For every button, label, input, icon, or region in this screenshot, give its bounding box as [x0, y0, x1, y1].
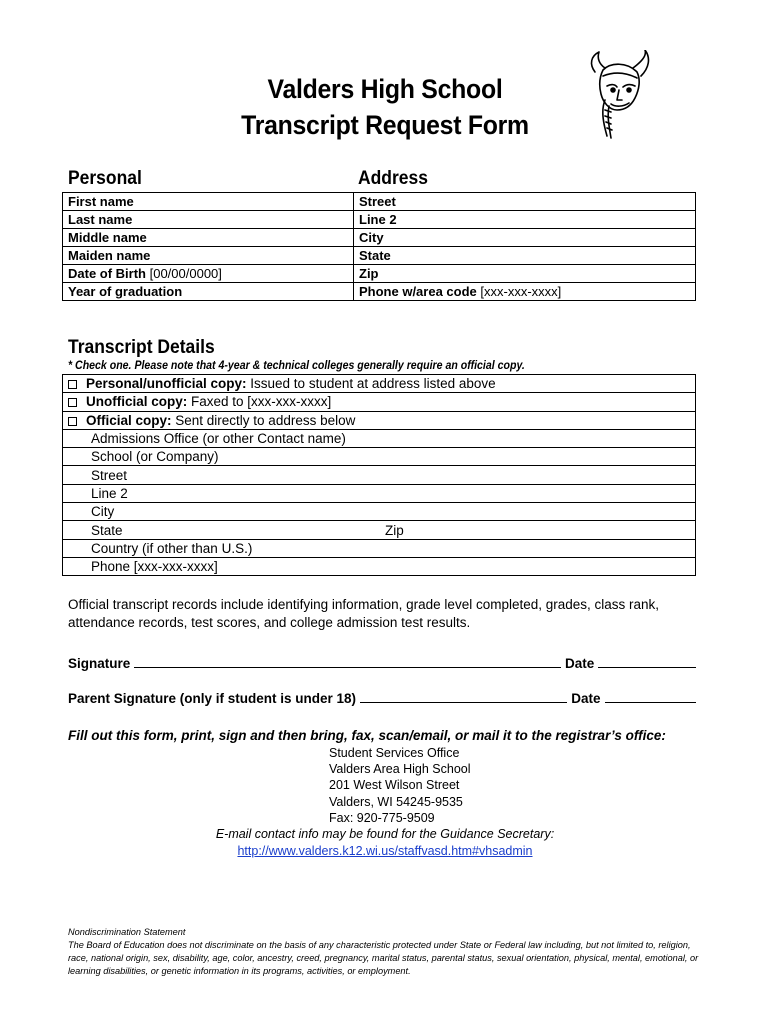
line2-field[interactable]: Line 2: [354, 211, 696, 229]
address-line: Valders, WI 54245-9535: [329, 794, 463, 809]
last-name-field[interactable]: Last name: [63, 211, 354, 229]
street-field[interactable]: Street: [354, 193, 696, 211]
checkbox[interactable]: [68, 380, 77, 389]
checkbox[interactable]: [68, 398, 77, 407]
address-line: Valders Area High School: [329, 762, 471, 777]
table-row: [63, 247, 696, 265]
table-row: [63, 211, 696, 229]
table-row: [63, 193, 696, 211]
table-row: [63, 411, 696, 429]
contact-name-field[interactable]: Admissions Office (or other Contact name): [63, 429, 696, 447]
table-row: [63, 466, 696, 484]
personal-address-table: [62, 192, 696, 301]
instructions-heading: Fill out this form, print, sign and then bring, fax, scan/email, or mail it to the registrar’s office:: [68, 728, 666, 743]
maiden-name-field[interactable]: Maiden name: [63, 247, 354, 265]
first-name-field[interactable]: First name: [63, 193, 354, 211]
date-of-birth-field[interactable]: Date of Birth [00/00/0000]: [63, 265, 354, 283]
table-row: [63, 448, 696, 466]
signature-label: Signature: [68, 656, 131, 671]
parent-signature-line[interactable]: [360, 701, 567, 703]
phone-field[interactable]: Phone w/area code [xxx-xxx-xxxx]: [354, 283, 696, 301]
year-of-graduation-field[interactable]: Year of graduation: [63, 283, 354, 301]
parent-signature-label: Parent Signature (only if student is under 18): [68, 691, 357, 706]
dest-street-field[interactable]: Street: [63, 466, 696, 484]
parent-date-line[interactable]: [605, 701, 696, 703]
zip-field[interactable]: Zip: [354, 265, 696, 283]
guidance-link[interactable]: http://www.valders.k12.wi.us/staffvasd.htm#vhsadmin: [237, 844, 533, 858]
dest-zip-label: Zip: [385, 522, 404, 538]
dest-state-zip-field[interactable]: State Zip: [63, 521, 696, 539]
dest-phone-field[interactable]: Phone [xxx-xxx-xxxx]: [63, 557, 696, 575]
table-row: [63, 283, 696, 301]
address-line: Student Services Office: [329, 746, 460, 760]
parent-date-label: Date: [571, 691, 601, 706]
table-row: [63, 393, 696, 411]
table-row: [63, 503, 696, 521]
address-line: 201 West Wilson Street: [329, 778, 460, 793]
address-heading: Address: [358, 168, 428, 189]
nondiscrimination-text: The Board of Education does not discriminate on the basis of any characteristic protected under State or Federal law including, but not limited to, religion, race, national origin, sex, disability, age, color, ancestry, creed, pregnancy, marital status, parental status, sexual orientation, physical, mental, emotional, or learning disabilities, or genetic information in its programs, activities, or employment.: [68, 940, 699, 976]
table-row: [63, 229, 696, 247]
table-row: [63, 429, 696, 447]
office-address: [329, 745, 471, 826]
table-row: [63, 484, 696, 502]
page-title: Valders High School: [267, 74, 503, 104]
table-row: [63, 539, 696, 557]
fax-line: Fax: 920-775-9509: [329, 810, 435, 825]
date-label: Date: [565, 656, 595, 671]
transcript-note: * Check one. Please note that 4-year & technical colleges generally require an official copy.: [68, 360, 525, 372]
nondiscrimination-statement: [68, 926, 702, 978]
dest-line2-field[interactable]: Line 2: [63, 484, 696, 502]
dest-country-field[interactable]: Country (if other than U.S.): [63, 539, 696, 557]
nondiscrimination-title: Nondiscrimination Statement: [68, 927, 186, 937]
school-field[interactable]: School (or Company): [63, 448, 696, 466]
table-row: [63, 375, 696, 393]
viking-head-icon: [585, 50, 653, 140]
personal-heading: Personal: [68, 168, 142, 189]
table-row: [63, 521, 696, 539]
email-note: E-mail contact info may be found for the Guidance Secretary:: [215, 827, 555, 841]
middle-name-field[interactable]: Middle name: [63, 229, 354, 247]
city-field[interactable]: City: [354, 229, 696, 247]
table-row: [63, 265, 696, 283]
option-official-copy[interactable]: Official copy: Sent directly to address below: [63, 411, 696, 429]
info-paragraph: Official transcript records include identifying information, grade level completed, grades, class rank, attendance records, test scores, and college admission test results.: [68, 597, 660, 630]
transcript-heading: Transcript Details: [68, 337, 215, 358]
signature-line[interactable]: [134, 666, 561, 668]
table-row: [63, 557, 696, 575]
parent-signature-row: [68, 691, 700, 706]
checkbox[interactable]: [68, 417, 77, 426]
state-field[interactable]: State: [354, 247, 696, 265]
transcript-table: [62, 374, 696, 576]
date-line[interactable]: [598, 666, 696, 668]
dest-city-field[interactable]: City: [63, 503, 696, 521]
page-subtitle: Transcript Request Form: [241, 110, 529, 140]
option-unofficial-copy[interactable]: Unofficial copy: Faxed to [xxx-xxx-xxxx]: [63, 393, 696, 411]
signature-row: [68, 656, 700, 671]
option-personal-copy[interactable]: Personal/unofficial copy: Issued to student at address listed above: [63, 375, 696, 393]
